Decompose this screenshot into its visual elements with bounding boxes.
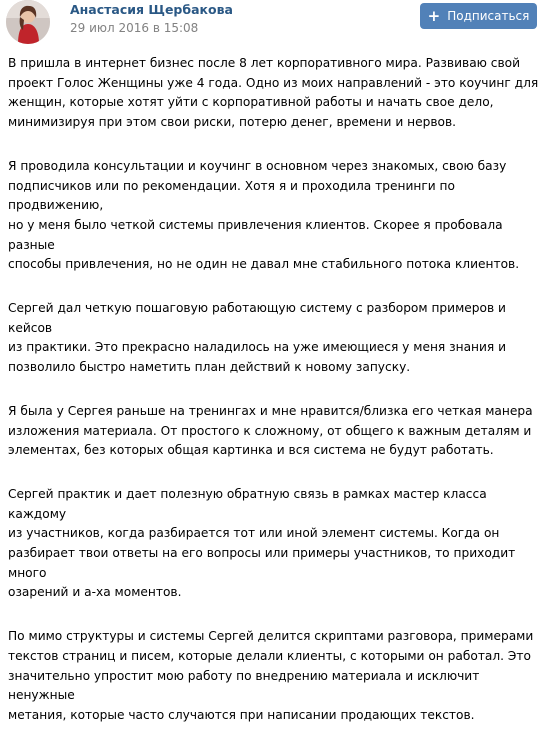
post-paragraph: Я была у Сергея раньше на тренингах и мне нравится/близка его четкая манера изложения материала. От простого к сложному, от общего к важным деталям и элементах, без которых общая картинка и вся система не будут работать. [8,403,533,458]
post-paragraph: Сергей практик и дает полезную обратную связь в рамках мастер класса каждому из участников, когда разбирается тот или иной элемент системы. Когда он разбирает твои ответы на его вопросы или примеры участников, то приходит много озарений и а-ха моментов. [8,486,516,600]
post-date[interactable]: 29 июл 2016 в 15:08 [70,21,199,35]
subscribe-button[interactable] [420,3,537,29]
plus-icon: + [427,6,441,25]
post-paragraph: Сергей дал четкую пошаговую работающую систему с разбором примеров и кейсов из практики. Это прекрасно наладилось на уже имеющиеся у меня знания и позволило быстро наметить план действий к новому запуску. [8,301,507,375]
subscribe-button-label: Подписаться [447,9,530,23]
post-paragraph: Я проводила консультации и коучинг в основном через знакомых, свою базу подписчиков или по рекомендации. Хотя я и проходила тренинги по продвижению, но у меня было четкой системы привлечения клиентов. Скорее я пробовала разные способы привлечения, но не один не давал мне стабильного потока клиентов. [8,158,520,272]
author-name-link[interactable]: Анастасия Щербакова [70,2,233,17]
post-text [8,54,540,750]
author-avatar[interactable] [6,0,50,44]
user-photo-avatar-icon [6,0,50,44]
post-paragraph: В пришла в интернет бизнес после 8 лет корпоративного мира. Развиваю свой проект Голос Женщины уже 4 года. Одно из моих направлений - это коучинг для женщин, которые хотят уйти с корпоративной работы и начать свое дело, минимизируя при этом свои риски, потерю денег, времени и нервов. [8,56,539,130]
post-header [0,0,545,46]
post-paragraph: По мимо структуры и системы Сергей делится скриптами разговора, примерами текстов страниц и писем, которые делали клиенты, с которыми он работал. Это значительно упростит мою работу по внедрению материала и исключит ненужные метания, которые часто случаются при написании продающих текстов. [8,629,534,722]
